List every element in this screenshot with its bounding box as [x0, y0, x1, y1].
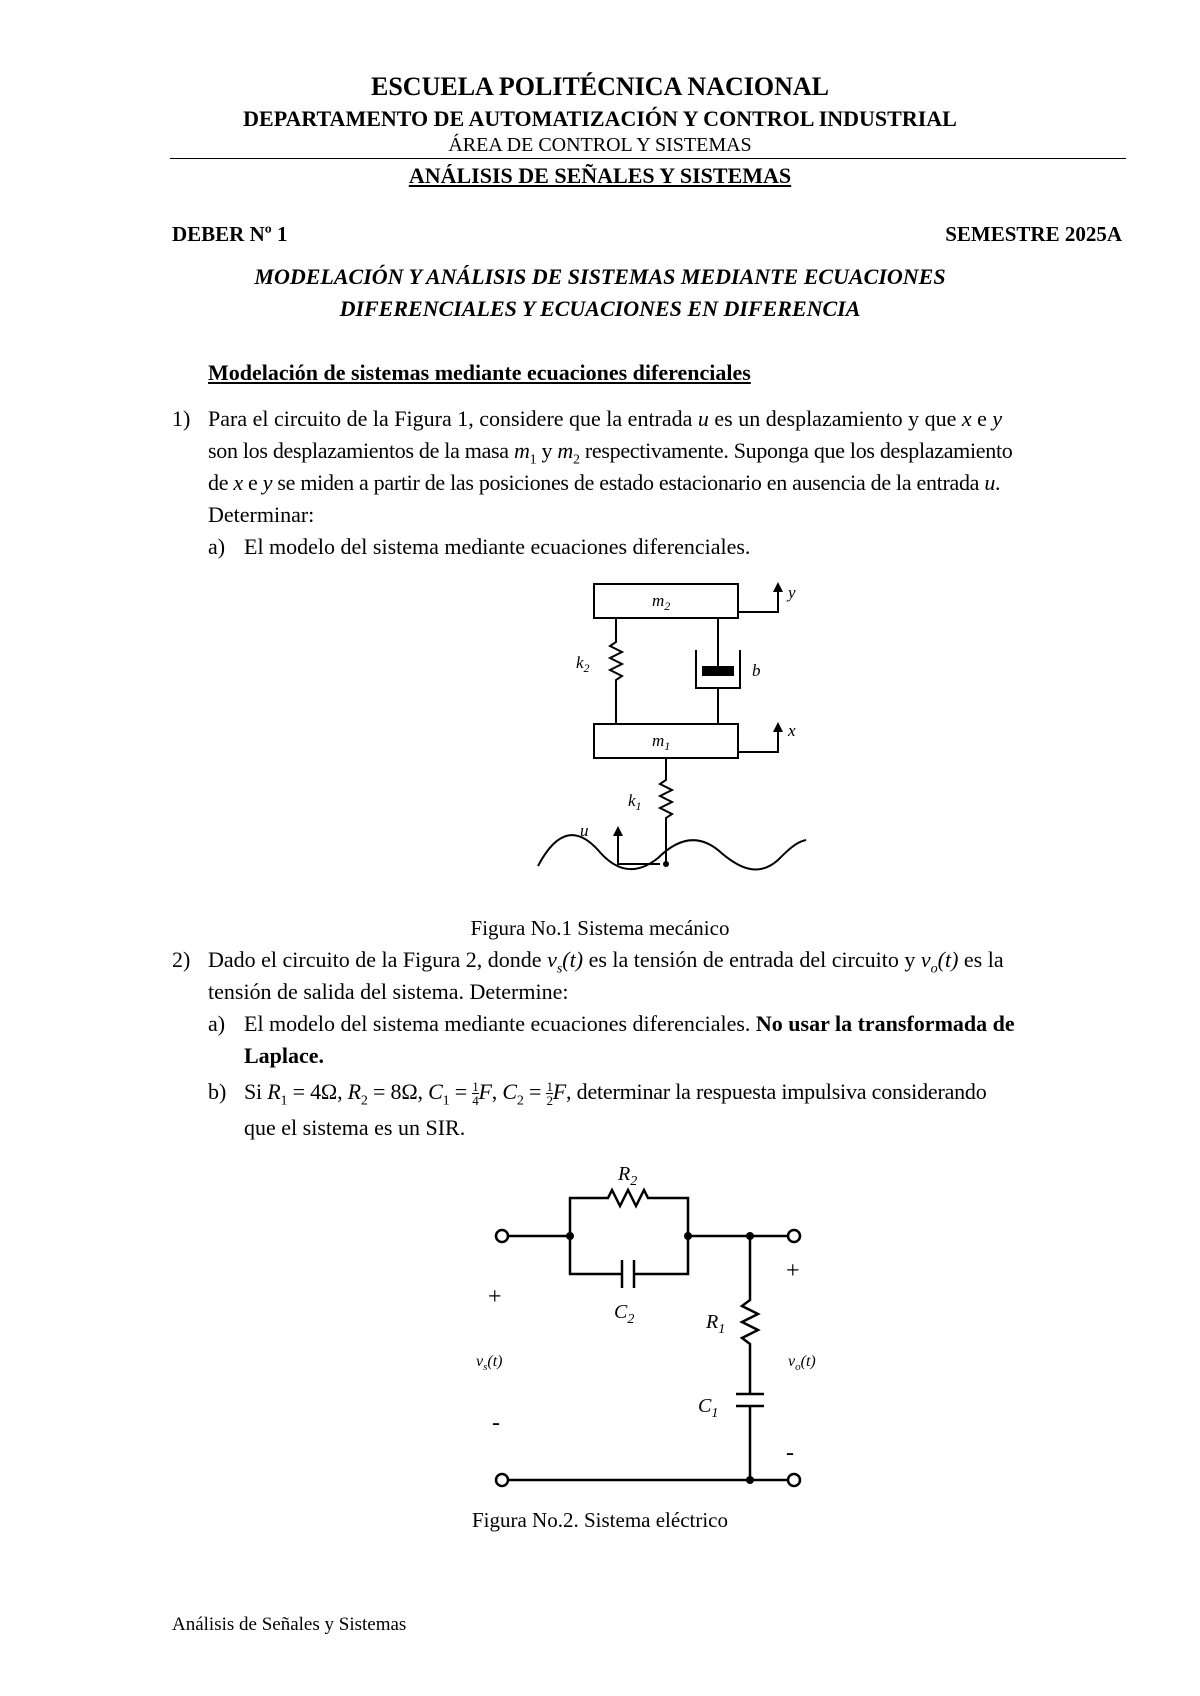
text: son los desplazamientos de la masa: [208, 438, 514, 463]
math-f: F: [552, 1079, 567, 1104]
assignment-number: DEBER Nº 1: [172, 222, 288, 246]
math-r: R: [347, 1079, 361, 1104]
terminal-input-top: [496, 1230, 508, 1242]
label-m1: $m_1$: [652, 731, 671, 753]
denominator: 2: [546, 1093, 553, 1109]
label-vo: $v_o(t)$: [788, 1353, 816, 1373]
subscript: 1: [529, 452, 537, 468]
label-c1: $C_1$: [698, 1395, 719, 1421]
label-vs: $v_s(t)$: [476, 1353, 503, 1373]
problem1-determine: Determinar:: [208, 502, 315, 527]
school-name: ESCUELA POLITÉCNICA NACIONAL: [371, 72, 829, 101]
node: [746, 1476, 754, 1484]
text: Para el circuito de la Figura 1, considere que la entrada: [208, 406, 698, 431]
subscript: 1: [280, 1093, 288, 1109]
label-output-minus: -: [786, 1440, 794, 1466]
problem2-a-text: [244, 1008, 1015, 1040]
node: [684, 1232, 692, 1240]
problem1-number: 1): [172, 406, 191, 431]
label-y: y: [788, 583, 796, 602]
node: [746, 1232, 754, 1240]
footer-text: Análisis de Señales y Sistemas: [172, 1614, 407, 1635]
y-arrow: [738, 586, 778, 612]
title-line2: DIFERENCIALES Y ECUACIONES EN DIFERENCIA: [339, 296, 861, 321]
u-arrowhead: [613, 826, 623, 836]
resistor-r2: [570, 1190, 688, 1236]
title-line1: MODELACIÓN Y ANÁLISIS DE SISTEMAS MEDIANTE ECUACIONES: [254, 264, 946, 289]
math-x: x: [961, 406, 972, 431]
text: ,: [491, 1079, 503, 1104]
math-m: m: [557, 438, 573, 463]
numerator: 1: [546, 1079, 553, 1095]
text: Dado el circuito de la Figura 2, donde: [208, 947, 548, 972]
label-input-plus: +: [488, 1284, 502, 1310]
section-heading: Modelación de sistemas mediante ecuaciones diferenciales: [208, 360, 751, 385]
area-name: ÁREA DE CONTROL Y SISTEMAS: [448, 134, 752, 156]
subscript: 2: [516, 1093, 524, 1109]
subscript: 2: [572, 452, 580, 468]
subscript: s: [556, 961, 563, 977]
terminal-output-bottom: [788, 1474, 800, 1486]
wire: [634, 1236, 688, 1274]
header-rule: [170, 158, 1126, 159]
math-v: v: [547, 947, 557, 972]
course-name: ANÁLISIS DE SEÑALES Y SISTEMAS: [408, 163, 792, 188]
problem1-a-text: El modelo del sistema mediante ecuaciones diferenciales.: [244, 534, 751, 559]
spring-k2: [610, 618, 622, 724]
text: de: [208, 470, 234, 495]
text: = 4Ω,: [287, 1079, 348, 1104]
math-f: F: [478, 1079, 492, 1104]
x-arrow: [738, 726, 778, 752]
text: =: [449, 1079, 473, 1104]
math-c: C: [502, 1079, 517, 1104]
numerator: 1: [472, 1079, 479, 1095]
text: respectivamente. Suponga que los desplazamiento: [579, 438, 1013, 463]
text: El modelo del sistema mediante ecuaciones diferenciales.: [244, 1011, 756, 1036]
y-arrowhead: [773, 582, 783, 592]
figure1-mechanical-system: [530, 578, 830, 910]
label-input-minus: -: [492, 1410, 500, 1436]
subscript: 1: [442, 1093, 450, 1109]
problem2-number: 2): [172, 947, 191, 972]
math-y: y: [992, 406, 1003, 431]
terminal-input-bottom: [496, 1474, 508, 1486]
text: Si: [244, 1079, 268, 1104]
text: es la: [958, 947, 1004, 972]
label-k2: $k_2$: [576, 653, 590, 675]
text: .: [995, 470, 1001, 495]
label-k1: $k_1$: [628, 791, 642, 813]
figure1-caption: Figura No.1 Sistema mecánico: [470, 916, 730, 940]
math-v: v: [920, 947, 931, 972]
text: e: [242, 470, 263, 495]
math-u: u: [697, 406, 709, 431]
label-u: u: [580, 821, 589, 840]
math-c: C: [428, 1079, 443, 1104]
text: es la tensión de entrada del circuito y: [583, 947, 921, 972]
math-t: (t): [937, 947, 959, 972]
problem2-line2: tensión de salida del sistema. Determine:: [208, 979, 569, 1004]
math-m: m: [513, 438, 530, 463]
label-b: b: [752, 661, 761, 680]
terminal-output-top: [788, 1230, 800, 1242]
wire: [570, 1236, 622, 1274]
problem1-a-label: a): [208, 534, 226, 559]
figure2-electric-circuit: [448, 1150, 848, 1500]
label-x: x: [788, 721, 796, 740]
text: =: [523, 1079, 547, 1104]
label-output-plus: +: [786, 1258, 800, 1284]
label-r1: $R_1$: [706, 1311, 726, 1337]
label-r2: $R_2$: [618, 1163, 638, 1189]
label-c2: $C_2$: [614, 1301, 635, 1327]
u-arrow: [618, 830, 660, 864]
text: = 8Ω,: [367, 1079, 429, 1104]
x-arrowhead: [773, 722, 783, 732]
problem2-a-label: a): [208, 1011, 226, 1036]
problem2-b-label: b): [208, 1079, 227, 1104]
problem2-b-line2: que el sistema es un SIR.: [244, 1115, 466, 1140]
denominator: 4: [472, 1093, 479, 1109]
text: se miden a partir de las posiciones de estado estacionario en ausencia de la entrada: [272, 470, 985, 495]
text: , determinar la respuesta impulsiva considerando: [566, 1079, 987, 1104]
subscript: 2: [360, 1093, 368, 1109]
text: y: [536, 438, 558, 463]
contact-point: [663, 861, 669, 867]
label-m2: $m_2$: [652, 591, 671, 613]
semester: SEMESTRE 2025A: [945, 222, 1122, 246]
math-r: R: [267, 1079, 281, 1104]
node: [566, 1232, 574, 1240]
problem1-line1: [208, 403, 1126, 435]
math-x: x: [233, 470, 243, 495]
department-name: DEPARTAMENTO DE AUTOMATIZACIÓN Y CONTROL INDUSTRIAL: [243, 106, 957, 131]
math-y: y: [262, 470, 273, 495]
subscript: o: [930, 961, 938, 977]
text: es un desplazamiento y que: [708, 406, 962, 431]
math-u: u: [984, 470, 996, 495]
problem1-line3: [208, 467, 1126, 499]
figure2-caption: Figura No.2. Sistema eléctrico: [471, 1508, 729, 1532]
wavy-ground: [538, 835, 806, 869]
problem2-a-text2: Laplace.: [244, 1043, 325, 1068]
text: e: [971, 406, 993, 431]
bold-text: No usar la transformada de: [755, 1011, 1015, 1036]
math-t: (t): [562, 947, 584, 972]
resistor-r1: [742, 1236, 758, 1394]
damper-piston: [702, 666, 734, 676]
